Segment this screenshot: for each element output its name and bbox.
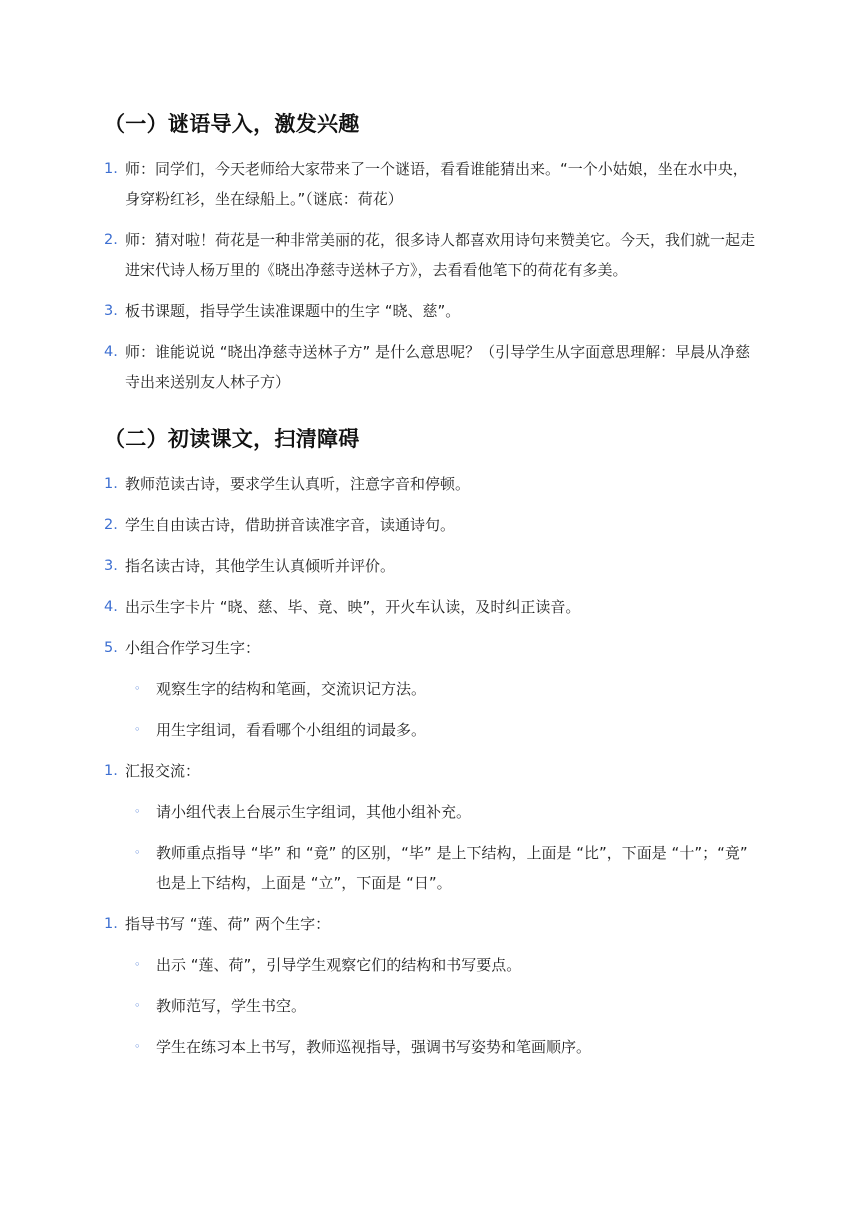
list-item: [104, 337, 756, 397]
list-item: [104, 633, 756, 745]
bullet-item-text: 出示 “莲、荷”，引导学生观察它们的结构和书写要点。: [156, 956, 522, 974]
list-item-text: 教师范读古诗，要求学生认真听，注意字音和停顿。: [125, 475, 471, 493]
list-number: 1.: [104, 916, 118, 932]
list-item: [104, 154, 756, 214]
list-item: [104, 756, 756, 898]
bullet-item-text: 用生字组词，看看哪个小组组的词最多。: [156, 721, 427, 739]
bullet-item: [125, 715, 756, 745]
list-number: 5.: [104, 640, 118, 656]
bullet-marker: ◦: [134, 999, 141, 1012]
bullet-marker: ◦: [134, 1040, 141, 1053]
bullet-marker: ◦: [134, 805, 141, 818]
bullet-item-text: 学生在练习本上书写，教师巡视指导，强调书写姿势和笔画顺序。: [156, 1038, 592, 1056]
list-item-text: 汇报交流：: [125, 762, 201, 780]
bullet-marker: ◦: [134, 682, 141, 695]
list-number: 4.: [104, 599, 118, 615]
bullet-list: [125, 674, 756, 745]
list-number: 1.: [104, 476, 118, 492]
list-item-text: 小组合作学习生字：: [125, 639, 261, 657]
bullet-item: [125, 797, 756, 827]
bullet-marker: ◦: [134, 958, 141, 971]
list-item: [104, 592, 756, 622]
bullet-item: [125, 838, 756, 898]
bullet-item: [125, 1032, 756, 1062]
list-item-text: 师：猜对啦！荷花是一种非常美丽的花，很多诗人都喜欢用诗句来赞美它。今天，我们就一起走进宋代诗人杨万里的《晓出净慈寺送林子方》，去看看他笔下的荷花有多美。: [125, 231, 756, 279]
section-heading: （二）初读课文，扫清障碍: [104, 427, 360, 451]
bullet-list: [125, 797, 756, 898]
list-number: 2.: [104, 232, 118, 248]
list-item: [104, 510, 756, 540]
list-item-text: 学生自由读古诗，借助拼音读准字音，读通诗句。: [125, 516, 456, 534]
section-riddle-intro: [104, 108, 756, 397]
numbered-list: [104, 154, 756, 397]
section-first-reading: [104, 423, 756, 1062]
bullet-item-text: 请小组代表上台展示生字组词，其他小组补充。: [156, 803, 472, 821]
list-item: [104, 225, 756, 285]
list-number: 4.: [104, 344, 118, 360]
bullet-item: [125, 950, 756, 980]
bullet-marker: ◦: [134, 846, 141, 859]
list-number: 1.: [104, 161, 118, 177]
list-item-text: 指名读古诗，其他学生认真倾听并评价。: [125, 557, 396, 575]
list-item: [104, 469, 756, 499]
bullet-list: [125, 950, 756, 1062]
list-item: [104, 909, 756, 1062]
bullet-item: [125, 674, 756, 704]
bullet-item: [125, 991, 756, 1021]
list-item: [104, 296, 756, 326]
numbered-list: [104, 469, 756, 1062]
bullet-item-text: 教师重点指导 “毕” 和 “竟” 的区别，“毕” 是上下结构，上面是 “比”，下面是 “十”；“竟” 也是上下结构，上面是 “立”，下面是 “日”。: [156, 844, 748, 892]
list-number: 3.: [104, 303, 118, 319]
list-item-text: 师：同学们，今天老师给大家带来了一个谜语，看看谁能猜出来。“一个小姑娘，坐在水中央，身穿粉红衫，坐在绿船上。”（谜底：荷花）: [125, 160, 748, 208]
list-item-text: 板书课题，指导学生读准课题中的生字 “晓、慈”。: [125, 302, 461, 320]
section-heading: （一）谜语导入，激发兴趣: [104, 112, 360, 136]
list-item-text: 师：谁能说说 “晓出净慈寺送林子方” 是什么意思呢？（引导学生从字面意思理解：早晨从净慈寺出来送别友人林子方）: [125, 343, 751, 391]
list-item: [104, 551, 756, 581]
bullet-item-text: 教师范写，学生书空。: [156, 997, 307, 1015]
bullet-marker: ◦: [134, 723, 141, 736]
list-number: 3.: [104, 558, 118, 574]
list-item-text: 指导书写 “莲、荷” 两个生字：: [125, 915, 331, 933]
bullet-item-text: 观察生字的结构和笔画，交流识记方法。: [156, 680, 427, 698]
list-number: 2.: [104, 517, 118, 533]
list-item-text: 出示生字卡片 “晓、慈、毕、竟、映”，开火车认读，及时纠正读音。: [125, 598, 581, 616]
list-number: 1.: [104, 763, 118, 779]
